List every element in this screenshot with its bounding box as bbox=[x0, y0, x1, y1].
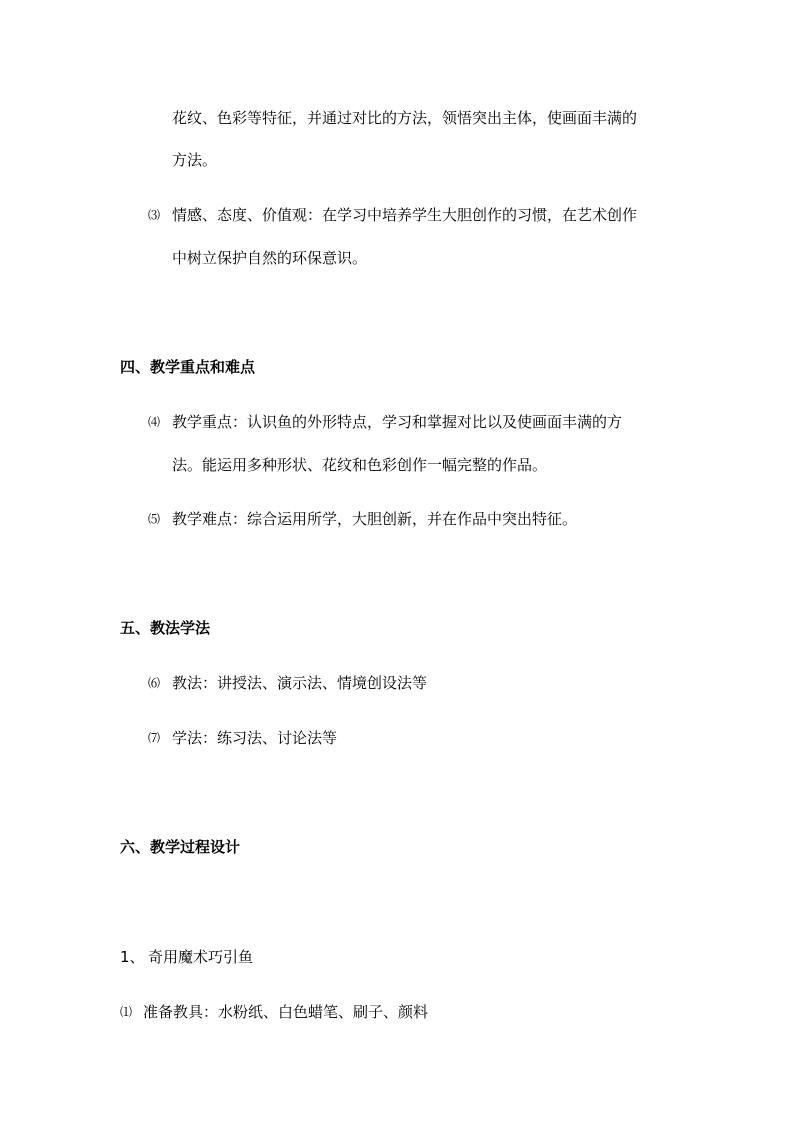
section-heading: 五、教法学法 bbox=[120, 619, 211, 637]
paragraph-line: 法。能运用多种形状、花纹和色彩创作一幅完整的作品。 bbox=[172, 456, 548, 474]
subsection-title: 奇用魔术巧引鱼 bbox=[148, 948, 254, 966]
paragraph-line: 情感、态度、价值观：在学习中培养学生大胆创作的习惯，在艺术创作 bbox=[172, 206, 638, 224]
subsection-number: 1、 bbox=[120, 948, 145, 966]
list-marker: ⑹ bbox=[148, 676, 161, 690]
paragraph-line: 学法：练习法、讨论法等 bbox=[172, 729, 338, 747]
section-heading: 四、教学重点和难点 bbox=[120, 358, 256, 376]
paragraph-line: 教学重点：认识鱼的外形特点，学习和掌握对比以及使画面丰满的方 bbox=[172, 413, 623, 431]
paragraph-line: 教学难点：综合运用所学，大胆创新，并在作品中突出特征。 bbox=[172, 510, 578, 528]
list-marker: ⑸ bbox=[148, 512, 161, 526]
paragraph-line: 中树立保护自然的环保意识。 bbox=[172, 249, 368, 267]
paragraph-line: 花纹、色彩等特征，并通过对比的方法，领悟突出主体，使画面丰满的 bbox=[172, 109, 638, 127]
section-heading: 六、教学过程设计 bbox=[120, 838, 241, 856]
paragraph-line: 准备教具：水粉纸、白色蜡笔、刷子、颜料 bbox=[143, 1003, 429, 1021]
list-marker: ⑴ bbox=[120, 1005, 133, 1019]
paragraph-line: 方法。 bbox=[172, 151, 218, 169]
list-marker: ⑺ bbox=[148, 731, 161, 745]
list-marker: ⑷ bbox=[148, 415, 161, 429]
paragraph-line: 教法：讲授法、演示法、情境创设法等 bbox=[172, 674, 428, 692]
list-marker: ⑶ bbox=[148, 208, 161, 222]
